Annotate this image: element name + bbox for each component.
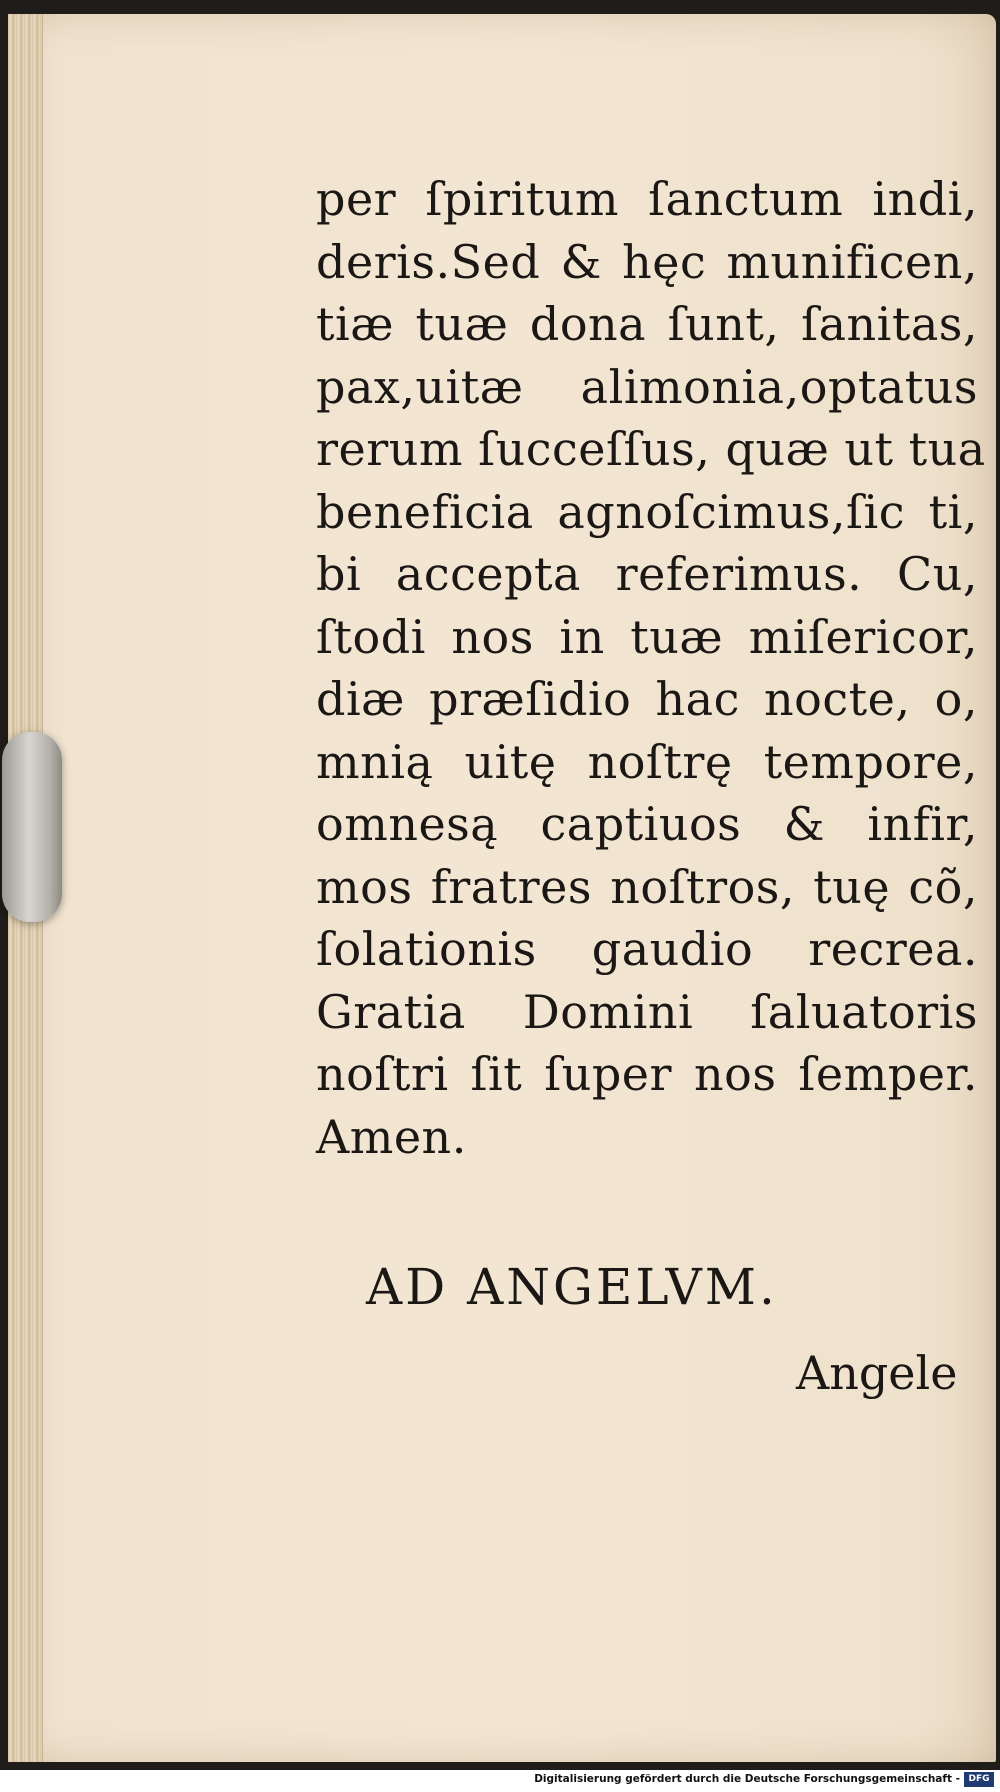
text-line: noſtri ſit ſuper nos ſemper. [316, 1047, 978, 1101]
text-line: rerum ſucceſſus, quæ ut tua [316, 422, 986, 476]
text-line: mnią uitę noſtrę tempore, [316, 734, 978, 789]
text-line: per ſpiritum ſanctum indi, [316, 172, 978, 226]
text-line: tiæ tuæ dona ſunt, ſanitas, [316, 297, 978, 351]
section-heading: AD ANGELVM. [366, 1258, 778, 1316]
page-clip [2, 732, 62, 922]
text-line: diæ præſidio hac nocte, o, [316, 672, 978, 726]
text-line: Amen. [316, 1109, 467, 1164]
text-line: deris.Sed & hęc munificen, [316, 234, 978, 289]
text-line: pax,uitæ alimonia,optatus [316, 359, 978, 414]
main-text [316, 168, 986, 1168]
catchword: Angele [796, 1346, 958, 1400]
text-line: bi accepta referimus. Cu, [316, 547, 978, 601]
text-line: beneficia agnoſcimus,ſic ti, [316, 484, 978, 539]
text-line: omnesą captiuos & infir, [316, 797, 978, 851]
digitization-credit: Digitalisierung gefördert durch die Deutsche Forschungsgemeinschaft - [534, 1773, 960, 1785]
dfg-logo-icon: DFG [964, 1772, 994, 1787]
text-line: ſtodi nos in tuæ miſericor, [316, 609, 978, 664]
text-line: mos fratres noſtros, tuę cõ, [316, 859, 978, 914]
text-line: Gratia Domini ſaluatoris [316, 984, 978, 1039]
text-line: ſolationis gaudio recrea. [316, 922, 978, 976]
